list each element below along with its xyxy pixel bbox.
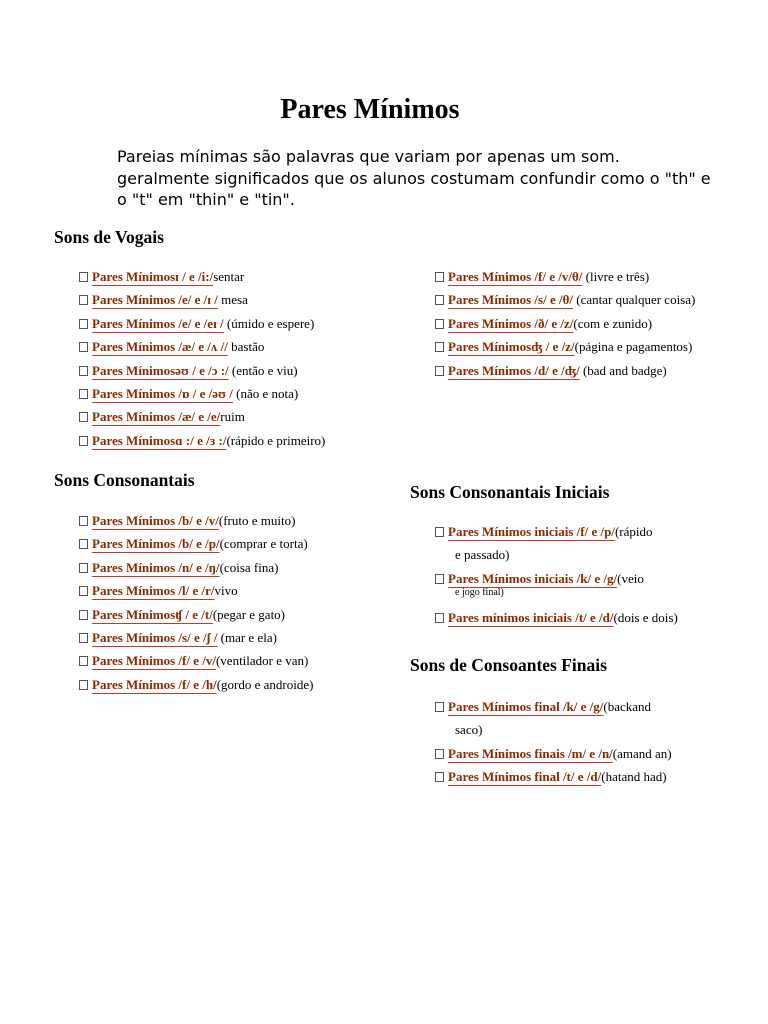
item-description: (amand an) <box>612 745 672 761</box>
list-item <box>79 532 313 555</box>
list-item <box>79 312 325 335</box>
checkbox-glyph <box>435 527 444 537</box>
list-item <box>79 556 313 579</box>
list-item <box>435 567 678 590</box>
list-item <box>435 335 695 358</box>
list-item <box>79 626 313 649</box>
minimal-pair-link[interactable]: Pares Mínimos /e/ e /ɪ / <box>92 292 218 308</box>
item-description: (comprar e torta) <box>219 536 308 552</box>
list-item <box>79 509 313 532</box>
list-item <box>435 359 695 382</box>
finais-list <box>435 695 672 789</box>
minimal-pair-link[interactable]: Pares Mínimos iniciais /k/ e /g/ <box>448 570 618 586</box>
consonantais-list <box>79 509 313 696</box>
minimal-pair-link[interactable]: Pares Mínimosɪ / e /i:/ <box>92 269 214 284</box>
checkbox-glyph <box>435 702 444 712</box>
checkbox-glyph <box>435 366 444 376</box>
item-description: (pegar e gato) <box>212 606 286 622</box>
checkbox-glyph <box>79 366 88 376</box>
item-description: bastão <box>227 339 265 355</box>
minimal-pair-link[interactable]: Pares Mínimos final /k/ e /g/ <box>448 699 604 714</box>
item-description: (cantar qualquer coisa) <box>572 292 696 308</box>
minimal-pair-link[interactable]: Pares Mínimos /s/ e /θ/ <box>448 292 573 308</box>
list-item <box>79 429 325 452</box>
vogais-list-right <box>435 265 695 382</box>
minimal-pair-link[interactable]: Pares Mínimos /f/ e /v/θ/ <box>448 269 583 284</box>
checkbox-glyph <box>79 295 88 305</box>
heading-vogais: Sons de Vogais <box>54 227 164 247</box>
item-description: ruim <box>220 409 245 425</box>
checkbox-glyph <box>79 389 88 399</box>
item-description: (gordo e androide) <box>216 676 314 692</box>
list-item-continuation: e jogo final) <box>455 587 504 599</box>
item-description: mesa <box>217 292 248 308</box>
minimal-pair-link[interactable]: Pares Mínimos /f/ e /h/ <box>92 676 217 692</box>
checkbox-glyph <box>79 516 88 526</box>
item-description: (página e pagamentos) <box>574 339 693 355</box>
list-item-continuation: e passado) <box>455 547 510 563</box>
intro-paragraph: Pareias mínimas são palavras que variam por apenas um som. geralmente significados que os alunos costumam confundir como o "th" e o "t" em "thin" e "tin". <box>117 147 711 209</box>
minimal-pair-link[interactable]: Pares Mínimos /s/ e /ʃ / <box>92 630 218 646</box>
list-item <box>79 603 313 626</box>
item-description: (ventilador e van) <box>215 653 309 669</box>
list-item <box>79 335 325 358</box>
item-description: (fruto e muito) <box>218 513 296 528</box>
list-item <box>79 359 325 382</box>
item-description: (não e nota) <box>232 386 299 402</box>
minimal-pair-link[interactable]: Pares Mínimosʧ / e /t/ <box>92 606 213 622</box>
list-item <box>435 265 695 288</box>
checkbox-glyph <box>435 295 444 305</box>
checkbox-glyph <box>79 319 88 329</box>
heading-finais: Sons de Consoantes Finais <box>410 655 607 675</box>
item-description: (rápido e primeiro) <box>226 432 326 448</box>
checkbox-glyph <box>435 272 444 282</box>
list-item <box>79 579 313 602</box>
checkbox-glyph <box>435 749 444 759</box>
minimal-pair-link[interactable]: Pares Mínimos /b/ e /v/ <box>92 513 219 528</box>
item-description: (backand <box>603 699 652 714</box>
list-item <box>435 742 672 765</box>
item-description: (rápido <box>614 524 653 539</box>
checkbox-glyph <box>79 272 88 282</box>
item-description: (dois e dois) <box>613 610 678 626</box>
checkbox-glyph <box>79 610 88 620</box>
list-item <box>435 765 672 788</box>
item-description: (com e zunido) <box>573 315 653 331</box>
checkbox-glyph <box>79 680 88 690</box>
list-item <box>435 288 695 311</box>
minimal-pair-link[interactable]: Pares Mínimosɑ :/ e /ɜ :/ <box>92 432 227 448</box>
item-description: (então e viu) <box>228 362 298 378</box>
minimal-pair-link[interactable]: Pares Mínimos /l/ e /r/ <box>92 583 215 599</box>
checkbox-glyph <box>79 563 88 573</box>
list-item <box>435 606 678 629</box>
checkbox-glyph <box>79 342 88 352</box>
minimal-pair-link[interactable]: Pares Mínimosəʊ / e /ɔ :/ <box>92 362 229 378</box>
checkbox-glyph <box>79 436 88 446</box>
minimal-pair-link[interactable]: Pares Mínimosʤ / e /z/ <box>448 339 575 355</box>
checkbox-glyph <box>79 539 88 549</box>
minimal-pair-link[interactable]: Pares Mínimos /b/ e /p/ <box>92 536 220 552</box>
minimal-pair-link[interactable]: Pares Mínimos /æ/ e /e/ <box>92 409 221 425</box>
minimal-pair-link[interactable]: Pares Mínimos finais /m/ e /n/ <box>448 745 613 761</box>
item-description: (livre e três) <box>582 269 650 284</box>
list-item <box>435 520 678 543</box>
heading-iniciais: Sons Consonantais Iniciais <box>410 482 610 502</box>
minimal-pair-link[interactable]: Pares Mínimos final /t/ e /d/ <box>448 769 602 785</box>
checkbox-glyph <box>79 412 88 422</box>
item-description: (veio <box>617 570 644 586</box>
page-title: Pares Mínimos <box>280 94 460 125</box>
item-description: (mar e ela) <box>217 630 277 646</box>
list-item <box>79 265 325 288</box>
minimal-pair-link[interactable]: Pares Mínimos /f/ e /v/ <box>92 653 216 669</box>
checkbox-glyph <box>435 613 444 623</box>
list-item <box>435 695 672 718</box>
checkbox-glyph <box>435 342 444 352</box>
minimal-pair-link[interactable]: Pares Mínimos iniciais /f/ e /p/ <box>448 524 615 539</box>
item-description: sentar <box>213 269 245 284</box>
iniciais-list <box>435 520 678 630</box>
list-item <box>79 673 313 696</box>
minimal-pair-link[interactable]: Pares Mínimos /ɒ / e /əʊ / <box>92 386 233 402</box>
list-item <box>435 312 695 335</box>
checkbox-glyph <box>435 319 444 329</box>
minimal-pair-link[interactable]: Pares Mínimos /d/ e /ʤ/ <box>448 362 580 378</box>
minimal-pair-link[interactable]: Pares Mínimos /ð/ e /z/ <box>448 315 574 331</box>
minimal-pair-link[interactable]: Pares mínimos iniciais /t/ e /d/ <box>448 610 614 626</box>
checkbox-glyph <box>435 772 444 782</box>
checkbox-glyph <box>435 574 444 584</box>
list-item <box>79 288 325 311</box>
list-item <box>79 382 325 405</box>
item-description: (úmido e espere) <box>223 315 315 331</box>
checkbox-glyph <box>79 586 88 596</box>
heading-consonantais: Sons Consonantais <box>54 470 195 490</box>
minimal-pair-link[interactable]: Pares Mínimos /n/ e /ŋ/ <box>92 559 220 575</box>
item-description: (hatand had) <box>601 769 667 785</box>
checkbox-glyph <box>79 633 88 643</box>
item-description: (bad and badge) <box>579 362 667 378</box>
item-description: vivo <box>214 583 238 599</box>
item-description: (coisa fina) <box>219 559 279 575</box>
list-item-continuation: saco) <box>455 722 483 738</box>
list-item <box>79 649 313 672</box>
list-item <box>79 405 325 428</box>
checkbox-glyph <box>79 656 88 666</box>
vogais-list-left <box>79 265 325 452</box>
minimal-pair-link[interactable]: Pares Mínimos /æ/ e /ʌ // <box>92 339 228 355</box>
minimal-pair-link[interactable]: Pares Mínimos /e/ e /eɪ / <box>92 315 224 331</box>
